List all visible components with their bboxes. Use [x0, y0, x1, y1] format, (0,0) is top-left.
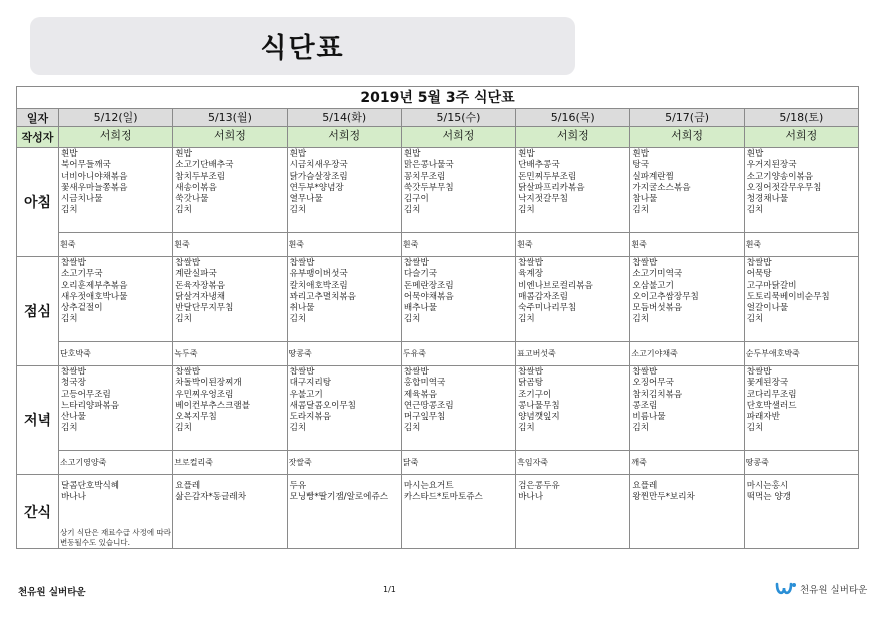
- dish-item: 닭가슴살장조림: [289, 171, 348, 182]
- porridge-cell: 흰죽: [59, 233, 173, 257]
- meal-cell: [401, 475, 515, 549]
- dish-item: 상추겉절이: [61, 303, 103, 314]
- dish-item: 베이컨부추스크램블: [175, 400, 250, 411]
- table-caption: 2019년 5월 3주 식단표: [17, 87, 859, 109]
- meal-cell: [287, 366, 401, 451]
- dish-item: 삶은감자*동글레차: [175, 492, 246, 503]
- dish-item: 김치: [403, 314, 421, 325]
- dish-item: 찹쌀밥: [61, 258, 86, 268]
- dish-item: 찹쌀밥: [746, 367, 772, 377]
- dish-item: 오징어무국: [632, 378, 674, 389]
- dish-item: 우민찌우엉조림: [175, 389, 234, 400]
- dish-item: 북어무들깨국: [61, 160, 111, 171]
- dish-item: 두유: [289, 481, 307, 491]
- writer-row: [17, 127, 859, 148]
- dish-item: 얼갈이나물: [746, 303, 789, 314]
- porridge-cell: 잣쌀죽: [287, 451, 401, 475]
- dish-item: 열무나물: [289, 194, 323, 205]
- dish-item: 찹쌀밥: [518, 367, 544, 377]
- dish-item: 다슬기국: [403, 269, 438, 280]
- dish-item: 오징어젓갈무우무침: [746, 182, 822, 193]
- dish-item: 배추나물: [403, 303, 438, 314]
- dish-item: 김치: [289, 205, 307, 216]
- dish-item: 파래자반: [746, 412, 780, 423]
- dish-item: 검은콩두유: [518, 481, 560, 491]
- meal-cell: [59, 257, 173, 342]
- page-title: 식단표: [260, 33, 345, 64]
- dish-item: 단배추콩국: [518, 160, 560, 171]
- meal-cell: [744, 257, 858, 342]
- meal-cell: [173, 475, 287, 549]
- dish-item: 고등어무조림: [61, 389, 111, 400]
- dish-item: 모닝빵*딸기잼/알로에쥬스: [289, 492, 389, 503]
- meal-cell: [59, 366, 173, 451]
- dish-item: 김치: [518, 423, 535, 434]
- dish-item: 김치: [403, 423, 421, 434]
- writer-cell: 서희정: [630, 127, 744, 148]
- dish-item: 어묵야채볶음: [403, 291, 454, 302]
- meal-cell: [516, 257, 630, 342]
- dish-item: 꽃새우마늘쫑볶음: [61, 182, 128, 193]
- porridge-cell: 깨죽: [630, 451, 744, 475]
- meal-cell: [401, 257, 515, 342]
- dish-item: 김치: [61, 314, 78, 325]
- dish-item: 오리훈제부추볶음: [61, 280, 128, 291]
- meal-cell: [59, 475, 173, 549]
- date-cell: 5/13(월): [173, 109, 287, 127]
- dish-item: 김치: [518, 205, 535, 216]
- porridge-cell: 순두부애호박죽: [744, 342, 858, 366]
- dish-item: 숙주미나리무침: [518, 303, 577, 314]
- porridge-cell: 흑임자죽: [516, 451, 630, 475]
- date-cell: 5/12(일): [59, 109, 173, 127]
- dish-item: 콩나물무침: [518, 400, 560, 411]
- meal-cell: [287, 148, 401, 233]
- dish-item: 대구지리탕: [289, 378, 332, 389]
- dish-item: 참치김치볶음: [632, 389, 683, 400]
- dish-item: 김치: [746, 423, 764, 434]
- dish-item: 새콤달콤오이무침: [289, 400, 356, 411]
- porridge-row-1: [17, 342, 859, 366]
- writer-cell: 서희정: [744, 127, 858, 148]
- meal-cell: [173, 366, 287, 451]
- dish-item: 찹쌀밥: [403, 258, 429, 268]
- dish-item: 김치: [175, 205, 192, 216]
- dish-item: 김치: [746, 314, 764, 325]
- dish-item: 닭살파프리카볶음: [518, 182, 585, 193]
- dish-item: 꽃게된장국: [746, 378, 789, 389]
- dish-item: 흰밥: [632, 149, 650, 159]
- dish-item: 흰밥: [746, 149, 764, 159]
- dish-item: 제육볶음: [403, 389, 438, 400]
- meal-cell: [630, 148, 744, 233]
- dish-item: 김치: [632, 423, 650, 434]
- writer-header-label: 작성자: [17, 127, 59, 148]
- dish-item: 비엔나브로컬리볶음: [518, 280, 593, 291]
- meal-row-3: [17, 475, 859, 549]
- meal-cell: [744, 148, 858, 233]
- wave-logo-icon: [775, 581, 797, 597]
- dish-item: 오이고추쌈장무침: [632, 291, 699, 302]
- dish-item: 청국장: [61, 378, 86, 389]
- meal-cell: [630, 257, 744, 342]
- dish-item: 유부팽이버섯국: [289, 269, 348, 280]
- meal-cell: [516, 475, 630, 549]
- dish-item: 바나나: [61, 492, 86, 503]
- dish-item: 연두부*양념장: [289, 182, 344, 193]
- date-row: [17, 109, 859, 127]
- dish-item: 돈민찌두부조림: [518, 171, 577, 182]
- dish-item: 오삼불고기: [632, 280, 674, 291]
- dish-item: 김치: [289, 314, 307, 325]
- dish-item: 마시는홍시: [746, 481, 789, 491]
- dish-item: 매콤감자조림: [518, 291, 568, 302]
- dish-item: 찹쌀밥: [289, 367, 315, 377]
- porridge-cell: 닭죽: [401, 451, 515, 475]
- writer-cell: 서희정: [287, 127, 401, 148]
- dish-item: 너비아니야채볶음: [61, 171, 128, 182]
- dish-item: 취나물: [289, 303, 315, 314]
- dish-item: 흰밥: [403, 149, 421, 159]
- dish-item: 느타리양파볶음: [61, 400, 120, 411]
- dish-item: 왕찐만두*보리차: [632, 492, 695, 503]
- porridge-cell: 녹두죽: [173, 342, 287, 366]
- meal-cell: [516, 148, 630, 233]
- dish-item: 차돌박이된장찌개: [175, 378, 242, 389]
- porridge-cell: 흰죽: [516, 233, 630, 257]
- dish-item: 김치: [61, 423, 78, 434]
- dish-item: 요플레: [632, 481, 658, 491]
- dish-item: 도토리묵베이비순무침: [746, 291, 830, 302]
- dish-item: 꽁치무조림: [403, 171, 446, 182]
- dish-item: 양념깻잎지: [518, 412, 560, 423]
- dish-item: 소고기양송이볶음: [746, 171, 814, 182]
- dish-item: 육계장: [518, 269, 544, 280]
- date-cell: 5/18(토): [744, 109, 858, 127]
- dish-item: 찹쌀밥: [175, 367, 201, 377]
- meal-row-0: [17, 148, 859, 233]
- dish-item: 김치: [632, 314, 650, 325]
- meal-label: 점심: [17, 257, 59, 366]
- dish-item: 김치: [632, 205, 650, 216]
- dish-item: 김치: [61, 205, 78, 216]
- dish-item: 모듬버섯볶음: [632, 303, 683, 314]
- dish-item: 계란실파국: [175, 269, 217, 280]
- meal-label: 간식: [17, 475, 59, 549]
- meal-cell: [59, 148, 173, 233]
- porridge-cell: 표고버섯죽: [516, 342, 630, 366]
- porridge-cell: 두유죽: [401, 342, 515, 366]
- dish-item: 코다리무조림: [746, 389, 797, 400]
- dish-item: 소고기미역국: [632, 269, 683, 280]
- dish-item: 새송이볶음: [175, 182, 217, 193]
- porridge-cell: 단호박죽: [59, 342, 173, 366]
- porridge-cell: 소고기야채죽: [630, 342, 744, 366]
- meal-cell: [287, 475, 401, 549]
- dish-item: 조기구이: [518, 389, 552, 400]
- dish-item: 돈메란장조림: [403, 280, 454, 291]
- dish-item: 흰밥: [289, 149, 307, 159]
- dish-item: 김구이: [403, 194, 429, 205]
- meal-label: 저녁: [17, 366, 59, 475]
- dish-item: 김치: [746, 205, 764, 216]
- dish-item: 돈육자장볶음: [175, 280, 226, 291]
- dish-item: 김치: [175, 314, 192, 325]
- dish-item: 김치: [175, 423, 192, 434]
- dish-item: 반달단무지무침: [175, 303, 234, 314]
- meal-row-1: [17, 257, 859, 342]
- date-cell: 5/16(목): [516, 109, 630, 127]
- dish-item: 김치: [403, 205, 421, 216]
- dish-item: 찹쌀밥: [175, 258, 201, 268]
- dish-item: 청경채나물: [746, 194, 789, 205]
- dish-item: 찹쌀밥: [746, 258, 772, 268]
- dish-item: 흰밥: [518, 149, 535, 159]
- dish-item: 찹쌀밥: [289, 258, 315, 268]
- writer-cell: 서희정: [173, 127, 287, 148]
- meal-label: 아침: [17, 148, 59, 257]
- footer-page-number: 1/1: [383, 585, 396, 594]
- dish-item: 시금치나물: [61, 194, 103, 205]
- meal-cell: [744, 366, 858, 451]
- dish-item: 쑥갓나물: [175, 194, 209, 205]
- dish-item: 소고기단배추국: [175, 160, 234, 171]
- dish-item: 요플레: [175, 481, 201, 491]
- porridge-cell: 브로컬리죽: [173, 451, 287, 475]
- porridge-cell: 소고기영양죽: [59, 451, 173, 475]
- footer-logo: [775, 581, 867, 597]
- menu-change-note: 상기 식단은 재료수급 사정에 따라 변동될수도 있습니다.: [60, 528, 171, 547]
- dish-item: 찹쌀밥: [403, 367, 429, 377]
- porridge-row-2: [17, 451, 859, 475]
- meal-cell: [173, 257, 287, 342]
- dish-item: 머구잎무침: [403, 412, 446, 423]
- dish-item: 콩조림: [632, 400, 658, 411]
- dish-item: 꽈리고추멸치볶음: [289, 291, 356, 302]
- porridge-cell: 흰죽: [744, 233, 858, 257]
- dish-item: 칼치애호박조림: [289, 280, 348, 291]
- dish-item: 가지굴소스볶음: [632, 182, 691, 193]
- dish-item: 실파계란찜: [632, 171, 674, 182]
- dish-item: 찹쌀밥: [61, 367, 86, 377]
- dish-item: 김치: [289, 423, 307, 434]
- dish-item: 참치두부조림: [175, 171, 226, 182]
- date-cell: 5/17(금): [630, 109, 744, 127]
- dish-item: 김치: [518, 314, 535, 325]
- porridge-row-0: [17, 233, 859, 257]
- meal-row-2: [17, 366, 859, 451]
- dish-item: 단호박샐러드: [746, 400, 797, 411]
- footer-logo-text: 천유원 실버타운: [800, 585, 868, 596]
- dish-item: 맑은콩나물국: [403, 160, 454, 171]
- dish-item: 연근땅콩조림: [403, 400, 454, 411]
- dish-item: 흰밥: [61, 149, 78, 159]
- meal-cell: [401, 148, 515, 233]
- dish-item: 쑥갓두부무침: [403, 182, 454, 193]
- meal-cell: [630, 475, 744, 549]
- dish-item: 도라지볶음: [289, 412, 332, 423]
- meal-cell: [401, 366, 515, 451]
- porridge-cell: 땅콩죽: [744, 451, 858, 475]
- porridge-cell: 흰죽: [287, 233, 401, 257]
- dish-item: 홍합미역국: [403, 378, 446, 389]
- dish-item: 비름나물: [632, 412, 666, 423]
- dish-item: 찹쌀밥: [632, 367, 658, 377]
- dish-item: 우불고기: [289, 389, 323, 400]
- footer-org-name: 천유원 실버타운: [18, 587, 86, 598]
- dish-item: 오복지무침: [175, 412, 217, 423]
- dish-item: 달콤단호박식혜: [61, 481, 120, 491]
- porridge-cell: 땅콩죽: [287, 342, 401, 366]
- dish-item: 새우젓애호박나물: [61, 291, 128, 302]
- meal-cell: [516, 366, 630, 451]
- dish-item: 찹쌀밥: [518, 258, 544, 268]
- writer-cell: 서희정: [401, 127, 515, 148]
- table-caption-row: [17, 87, 859, 109]
- dish-item: 닭곰탕: [518, 378, 544, 389]
- writer-cell: 서희정: [516, 127, 630, 148]
- porridge-cell: 흰죽: [173, 233, 287, 257]
- dish-item: 시금치새우장국: [289, 160, 348, 171]
- date-cell: 5/14(화): [287, 109, 401, 127]
- dish-item: 바나나: [518, 492, 544, 503]
- title-banner: [30, 17, 575, 75]
- dish-item: 찹쌀밥: [632, 258, 658, 268]
- dish-item: 닭살겨자냉채: [175, 291, 226, 302]
- dish-item: 우거지된장국: [746, 160, 797, 171]
- dish-item: 낙지젓갈무침: [518, 194, 568, 205]
- dish-item: 떡먹는 양갱: [746, 492, 791, 503]
- meal-plan-table: [16, 86, 859, 549]
- dish-item: 산나물: [61, 412, 86, 423]
- date-header-label: 일자: [17, 109, 59, 127]
- dish-item: 카스타드*토마토쥬스: [403, 492, 483, 503]
- writer-cell: 서희정: [59, 127, 173, 148]
- porridge-cell: 흰죽: [401, 233, 515, 257]
- dish-item: 어묵탕: [746, 269, 772, 280]
- meal-cell: [173, 148, 287, 233]
- meal-cell: [744, 475, 858, 549]
- dish-item: 소고기무국: [61, 269, 103, 280]
- meal-cell: [287, 257, 401, 342]
- porridge-cell: 흰죽: [630, 233, 744, 257]
- dish-item: 참나물: [632, 194, 658, 205]
- dish-item: 탕국: [632, 160, 650, 171]
- date-cell: 5/15(수): [401, 109, 515, 127]
- dish-item: 마시는요거트: [403, 481, 454, 491]
- dish-item: 고구마닭갈비: [746, 280, 797, 291]
- meal-cell: [630, 366, 744, 451]
- dish-item: 흰밥: [175, 149, 192, 159]
